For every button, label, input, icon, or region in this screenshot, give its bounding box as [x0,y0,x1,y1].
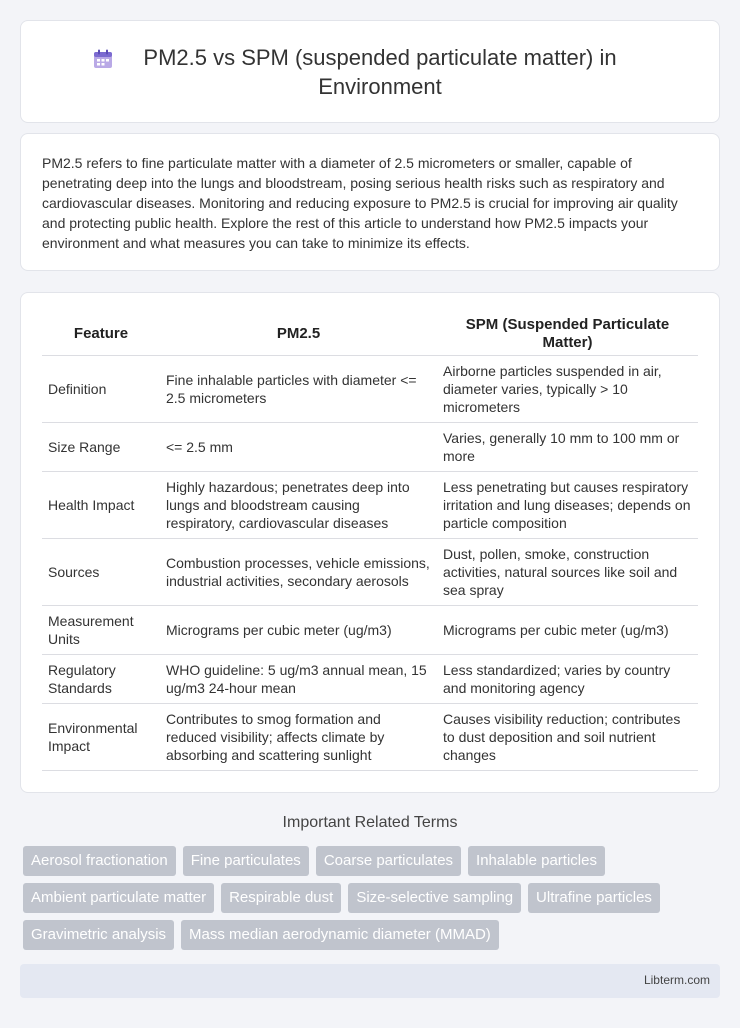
comparison-table [42,314,698,771]
related-terms-title: Important Related Terms [282,814,458,831]
table-row [42,654,698,703]
table-row [42,703,698,770]
related-term-tag[interactable]: Aerosol fractionation [23,846,176,876]
related-terms-list [23,846,723,957]
row-spm: Causes visibility reduction; contributes to dust deposition and soil nutrient changes [437,703,698,770]
row-pm25: Micrograms per cubic meter (ug/m3) [160,605,437,654]
row-spm: Less standardized; varies by country and monitoring agency [437,654,698,703]
row-pm25: Contributes to smog formation and reduced visibility; affects climate by absorbing and scattering sunlight [160,703,437,770]
header-feature: Feature [42,314,160,355]
header-spm: SPM (Suspended Particulate Matter) [437,314,698,355]
row-feature: Size Range [42,422,160,471]
row-feature: Health Impact [42,471,160,538]
header-pm25: PM2.5 [160,314,437,355]
footer [20,964,720,998]
table-row [42,471,698,538]
comparison-table-card [20,292,720,793]
row-pm25: Combustion processes, vehicle emissions, industrial activities, secondary aerosols [160,538,437,605]
related-term-tag[interactable]: Mass median aerodynamic diameter (MMAD) [181,920,499,950]
related-term-tag[interactable]: Fine particulates [183,846,309,876]
table-row [42,605,698,654]
table-row [42,538,698,605]
related-term-tag[interactable]: Ambient particulate matter [23,883,214,913]
row-feature: Environmental Impact [42,703,160,770]
row-pm25: <= 2.5 mm [160,422,437,471]
footer-site-link[interactable]: Libterm.com [643,973,710,987]
table-row [42,422,698,471]
row-spm: Dust, pollen, smoke, construction activities, natural sources like soil and sea spray [437,538,698,605]
table-header-row [42,314,698,355]
related-term-tag[interactable]: Gravimetric analysis [23,920,174,950]
row-spm: Varies, generally 10 mm to 100 mm or more [437,422,698,471]
related-term-tag[interactable]: Size-selective sampling [348,883,521,913]
related-term-tag[interactable]: Respirable dust [221,883,341,913]
related-term-tag[interactable]: Coarse particulates [316,846,461,876]
row-feature: Regulatory Standards [42,654,160,703]
row-spm: Airborne particles suspended in air, diameter varies, typically > 10 micrometers [437,355,698,422]
table-row [42,355,698,422]
row-spm: Less penetrating but causes respiratory irritation and lung diseases; depends on particle composition [437,471,698,538]
row-spm: Micrograms per cubic meter (ug/m3) [437,605,698,654]
intro-text: PM2.5 refers to fine particulate matter with a diameter of 2.5 micrometers or smaller, capable of penetrating deep into the lungs and bloodstream, posing serious health risks such as respiratory and cardiovascular diseases. Monitoring and reducing exposure to PM2.5 is crucial for improving air quality and protecting public health. Explore the rest of this article to understand how PM2.5 impacts your environment and what measures you can take to minimize its effects. [42,155,678,251]
row-feature: Measurement Units [42,605,160,654]
related-term-tag[interactable]: Inhalable particles [468,846,605,876]
row-feature: Sources [42,538,160,605]
intro-card [20,133,720,271]
row-feature: Definition [42,355,160,422]
page-title: PM2.5 vs SPM (suspended particulate matter) in Environment [143,45,617,99]
row-pm25: Highly hazardous; penetrates deep into lungs and bloodstream causing respiratory, cardiovascular diseases [160,471,437,538]
row-pm25: Fine inhalable particles with diameter <= 2.5 micrometers [160,355,437,422]
title-card [20,20,720,123]
related-term-tag[interactable]: Ultrafine particles [528,883,660,913]
row-pm25: WHO guideline: 5 ug/m3 annual mean, 15 ug/m3 24-hour mean [160,654,437,703]
